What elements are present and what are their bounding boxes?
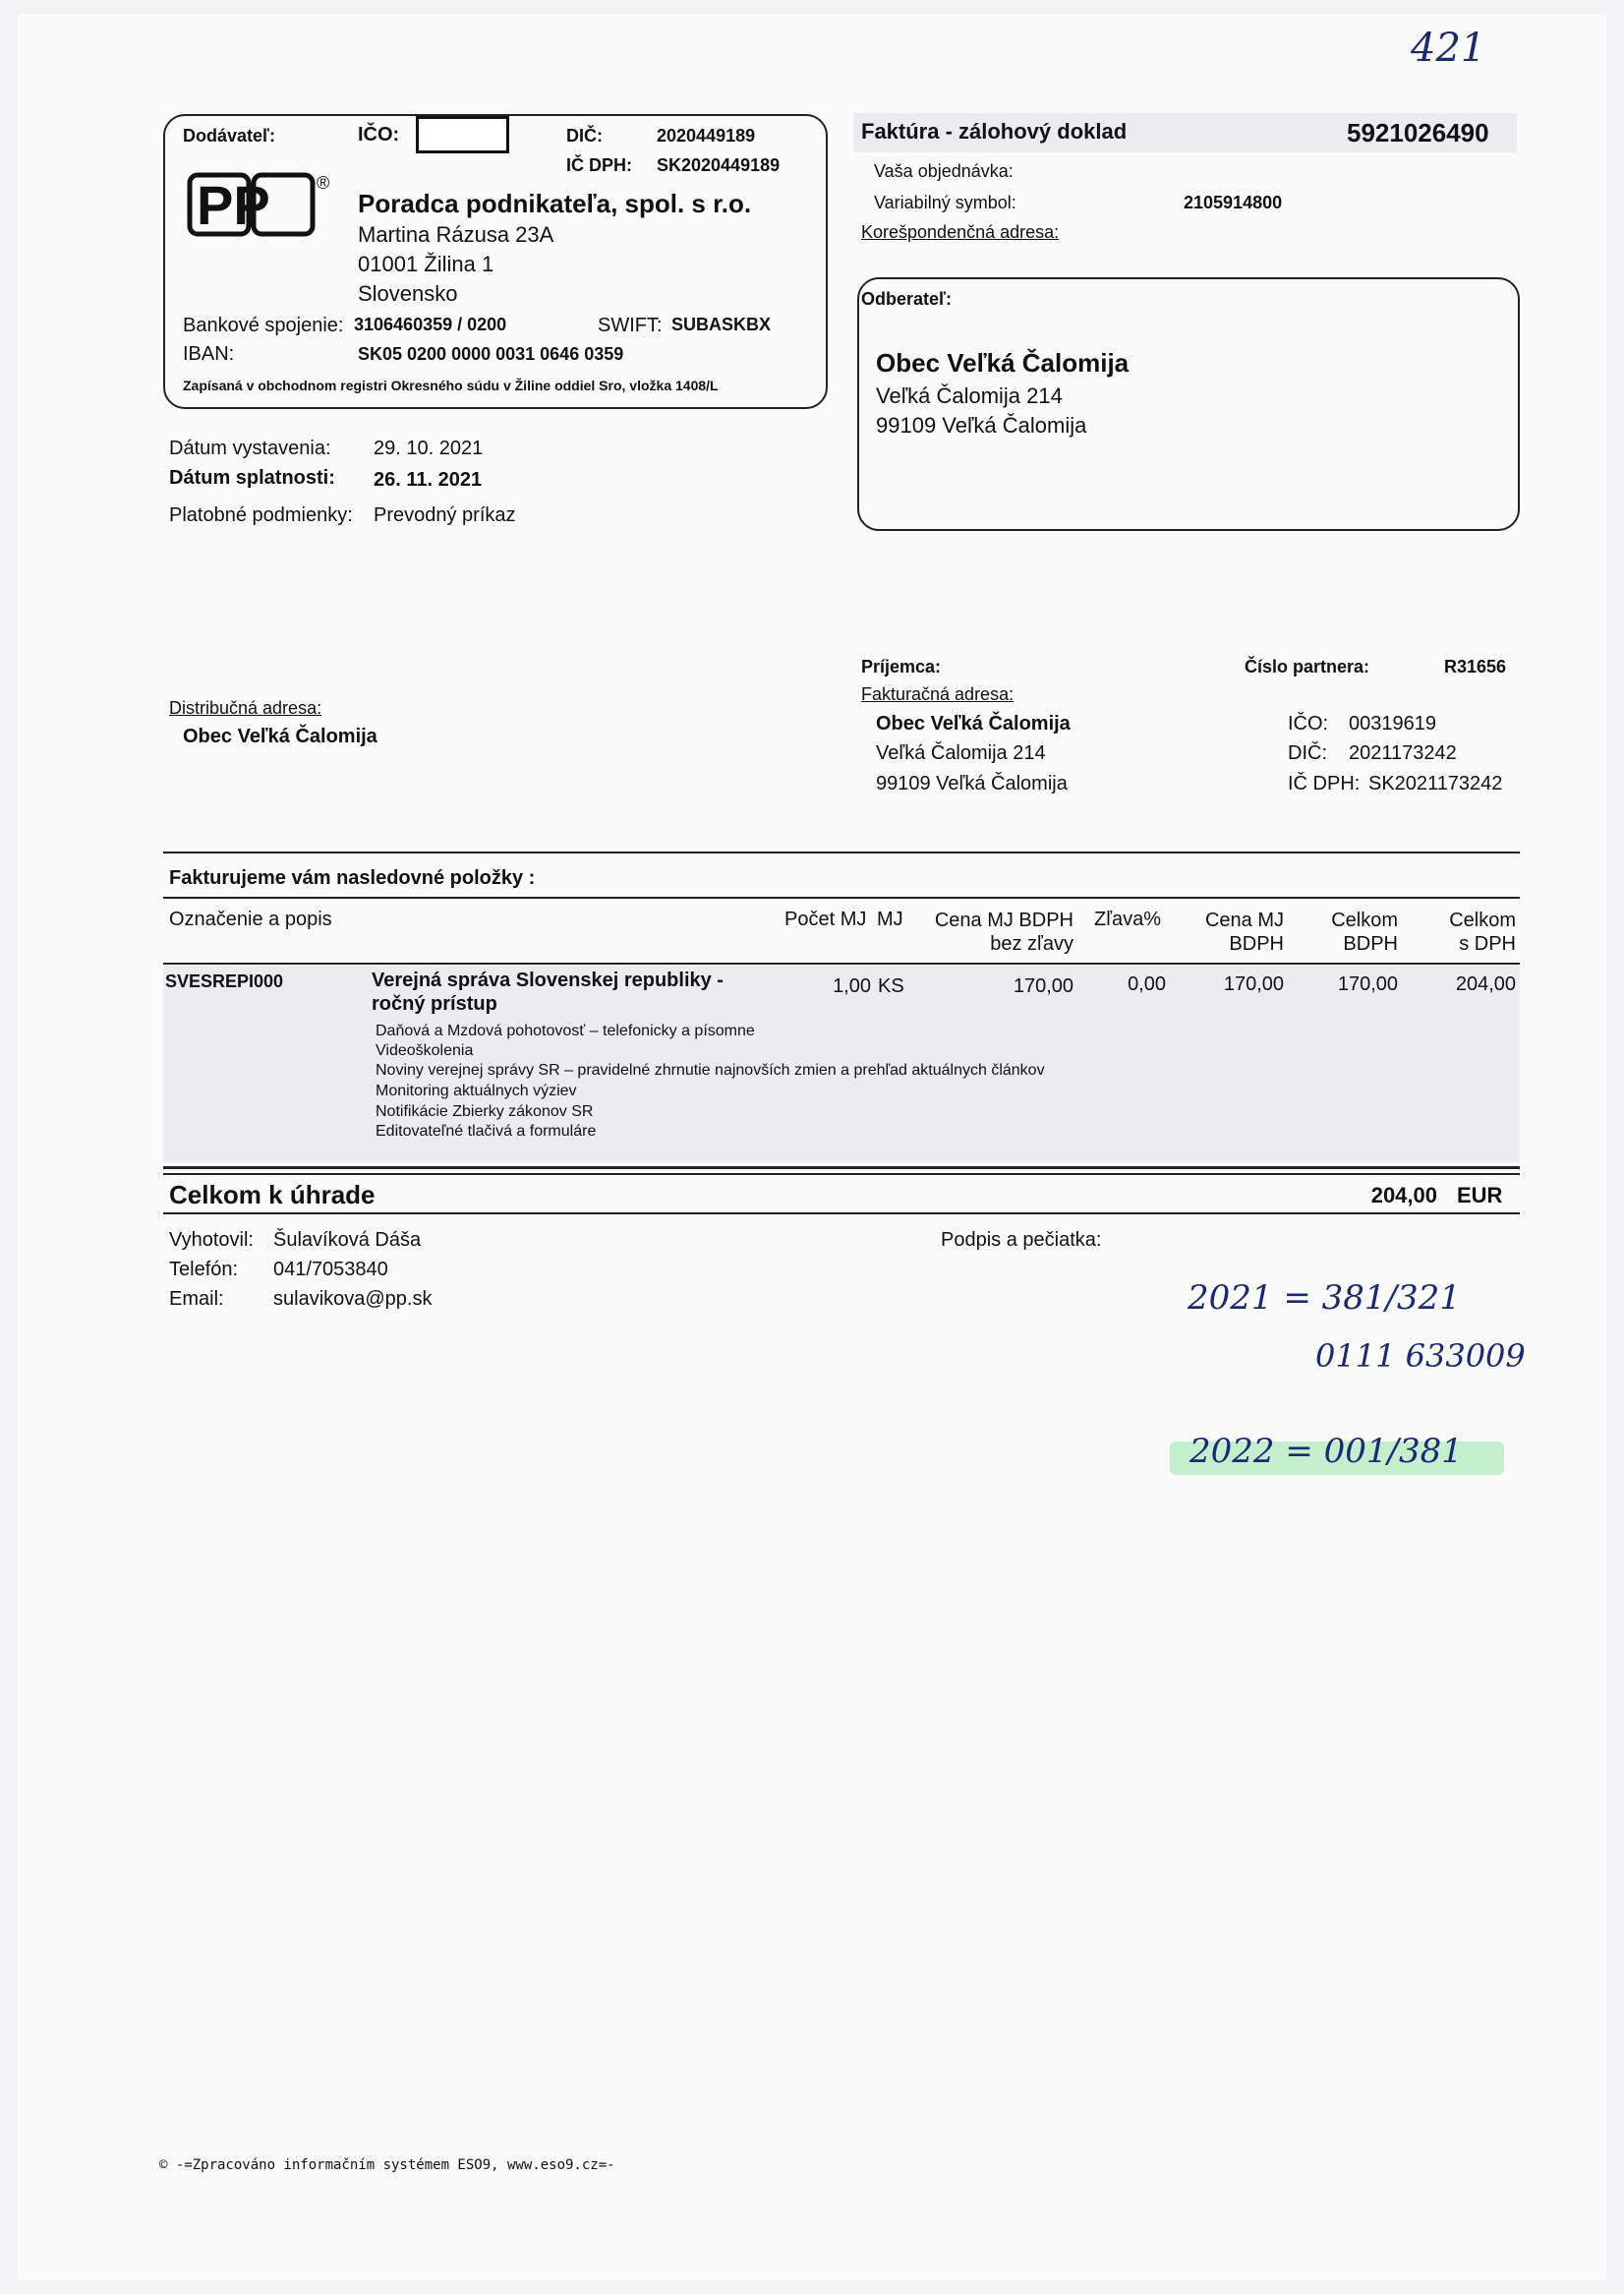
invoice-title: Faktúra - zálohový doklad	[861, 119, 1128, 144]
recipient-dic-label: DIČ:	[1288, 742, 1327, 764]
handwritten-note-3: 2022 = 001/381	[1189, 1432, 1463, 1471]
item-detail: Daňová a Mzdová pohotovosť – telefonicky a písomne	[376, 1023, 755, 1039]
issued-by: Šulavíková Dáša	[273, 1229, 422, 1251]
phone-label: Telefón:	[169, 1259, 239, 1280]
col-unit-price-line1: Cena MJ	[1204, 910, 1284, 931]
items-heading: Fakturujeme vám nasledovné položky :	[169, 867, 536, 889]
col-price-line1: Cena MJ BDPH	[934, 910, 1073, 931]
supplier-icdph-label: IČ DPH:	[566, 155, 632, 175]
item-detail: Videoškolenia	[376, 1042, 474, 1059]
item-code: SVESREPI000	[165, 971, 284, 991]
summary-top-rule	[163, 1166, 1520, 1169]
col-total-vat-line2: s DPH	[1459, 933, 1516, 955]
vs-label: Variabilný symbol:	[874, 193, 1016, 212]
items-header-rule	[163, 897, 1520, 899]
col-total-net-line2: BDPH	[1343, 933, 1398, 955]
summary-top-rule-2	[163, 1173, 1520, 1175]
due-date-label: Dátum splatnosti:	[169, 467, 335, 489]
customer-name: Obec Veľká Čalomija	[876, 348, 1130, 378]
col-total-net	[1307, 909, 1398, 956]
iban-value: SK05 0200 0000 0031 0646 0359	[358, 344, 624, 364]
col-unit-price	[1180, 909, 1284, 956]
swift-label: SWIFT:	[598, 315, 663, 336]
recipient-name: Obec Veľká Čalomija	[876, 713, 1071, 735]
item-price: 170,00	[1013, 975, 1073, 997]
due-date: 26. 11. 2021	[374, 469, 483, 491]
customer-street: Veľká Čalomija 214	[876, 383, 1063, 408]
supplier-dic-label: DIČ:	[566, 126, 603, 146]
supplier-icdph: SK2020449189	[657, 155, 781, 175]
col-description: Označenie a popis	[169, 909, 332, 930]
handwritten-page-number: 421	[1411, 26, 1486, 71]
recipient-icdph: SK2021173242	[1368, 773, 1503, 794]
supplier-name: Poradca podnikateľa, spol. s r.o.	[358, 189, 752, 218]
item-detail: Notifikácie Zbierky zákonov SR	[376, 1103, 594, 1120]
total-due-currency: EUR	[1457, 1183, 1503, 1207]
handwritten-note-1: 2021 = 381/321	[1188, 1278, 1461, 1318]
item-title-line2: ročný prístup	[372, 993, 497, 1015]
recipient-icdph-label: IČ DPH:	[1288, 773, 1361, 794]
email-label: Email:	[169, 1288, 224, 1310]
col-unit-price-line2: BDPH	[1229, 933, 1284, 955]
partner-label: Číslo partnera:	[1245, 657, 1370, 676]
col-price	[924, 909, 1073, 956]
recipient-label: Príjemca:	[861, 657, 942, 676]
company-logo	[187, 169, 334, 243]
recipient-city: 99109 Veľká Čalomija	[876, 773, 1068, 794]
recipient-dic: 2021173242	[1349, 742, 1457, 764]
total-due-label: Celkom k úhrade	[169, 1180, 376, 1209]
supplier-ico-label: IČO:	[358, 124, 400, 146]
item-detail: Monitoring aktuálnych výziev	[376, 1083, 577, 1099]
item-total-vat: 204,00	[1455, 973, 1516, 995]
bank-account: 3106460359 / 0200	[354, 315, 507, 334]
item-total-net: 170,00	[1337, 973, 1398, 995]
recipient-ico-label: IČO:	[1288, 713, 1329, 735]
payment-terms: Prevodný príkaz	[374, 504, 516, 526]
email: sulavikova@pp.sk	[273, 1288, 433, 1310]
items-row-rule	[163, 963, 1520, 965]
supplier-country: Slovensko	[358, 281, 458, 306]
correspondence-address-label: Korešpondenčná adresa:	[861, 222, 1060, 242]
issue-date: 29. 10. 2021	[374, 438, 484, 459]
distribution-address-label: Distribučná adresa:	[169, 698, 322, 718]
swift-code: SUBASKBX	[671, 315, 772, 334]
recipient-street: Veľká Čalomija 214	[876, 742, 1046, 764]
supplier-dic: 2020449189	[657, 126, 756, 146]
bank-label: Bankové spojenie:	[183, 315, 344, 336]
ico-redacted-box	[416, 116, 509, 153]
total-due-amount: 204,00	[1370, 1183, 1437, 1207]
payment-terms-label: Platobné podmienky:	[169, 504, 353, 526]
vs-value: 2105914800	[1184, 193, 1283, 212]
item-discount: 0,00	[1128, 973, 1166, 995]
col-total-vat	[1425, 909, 1516, 956]
recipient-ico: 00319619	[1349, 713, 1436, 735]
order-label: Vaša objednávka:	[874, 161, 1014, 181]
signature-label: Podpis a pečiatka:	[941, 1229, 1102, 1251]
items-top-rule	[163, 852, 1520, 853]
issue-date-label: Dátum vystavenia:	[169, 438, 331, 459]
item-unit-price: 170,00	[1223, 973, 1284, 995]
logo-text: PP	[197, 174, 270, 236]
invoice-number: 5921026490	[1347, 118, 1489, 147]
billing-address-label: Fakturačná adresa:	[861, 684, 1015, 704]
item-quantity: 1,00	[833, 975, 871, 997]
col-total-net-line1: Celkom	[1331, 910, 1398, 931]
summary-bottom-rule	[163, 1212, 1520, 1214]
logo-registered-mark: ®	[317, 173, 330, 193]
supplier-city: 01001 Žilina 1	[358, 252, 494, 276]
col-total-vat-line1: Celkom	[1449, 910, 1516, 931]
customer-label: Odberateľ:	[861, 289, 952, 309]
handwritten-note-2: 0111 633009	[1315, 1337, 1526, 1375]
partner-number: R31656	[1444, 657, 1507, 676]
item-title-line1: Verejná správa Slovenskej republiky -	[372, 970, 724, 991]
phone: 041/7053840	[273, 1259, 388, 1280]
item-detail: Editovateľné tlačivá a formuláre	[376, 1123, 597, 1140]
customer-city: 99109 Veľká Čalomija	[876, 413, 1087, 438]
col-discount: Zľava%	[1094, 909, 1162, 930]
supplier-label: Dodávateľ:	[183, 126, 275, 146]
register-note: Zapísaná v obchodnom registri Okresného súdu v Žiline oddiel Sro, vložka 1408/L	[183, 378, 719, 393]
issued-by-label: Vyhotovil:	[169, 1229, 254, 1251]
supplier-street: Martina Rázusa 23A	[358, 222, 554, 247]
distribution-name: Obec Veľká Čalomija	[183, 726, 377, 747]
iban-label: IBAN:	[183, 343, 235, 365]
item-detail: Noviny verejnej správy SR – pravidelné zhrnutie najnovších zmien a prehľad aktuálnych článkov	[376, 1062, 1045, 1079]
item-unit: KS	[878, 975, 904, 997]
col-quantity: Počet MJ	[784, 909, 867, 930]
footer-note: © -=Zpracováno informačním systémem ESO9, www.eso9.cz=-	[159, 2157, 615, 2173]
col-price-line2: bez zľavy	[990, 933, 1073, 955]
col-unit: MJ	[877, 909, 903, 930]
